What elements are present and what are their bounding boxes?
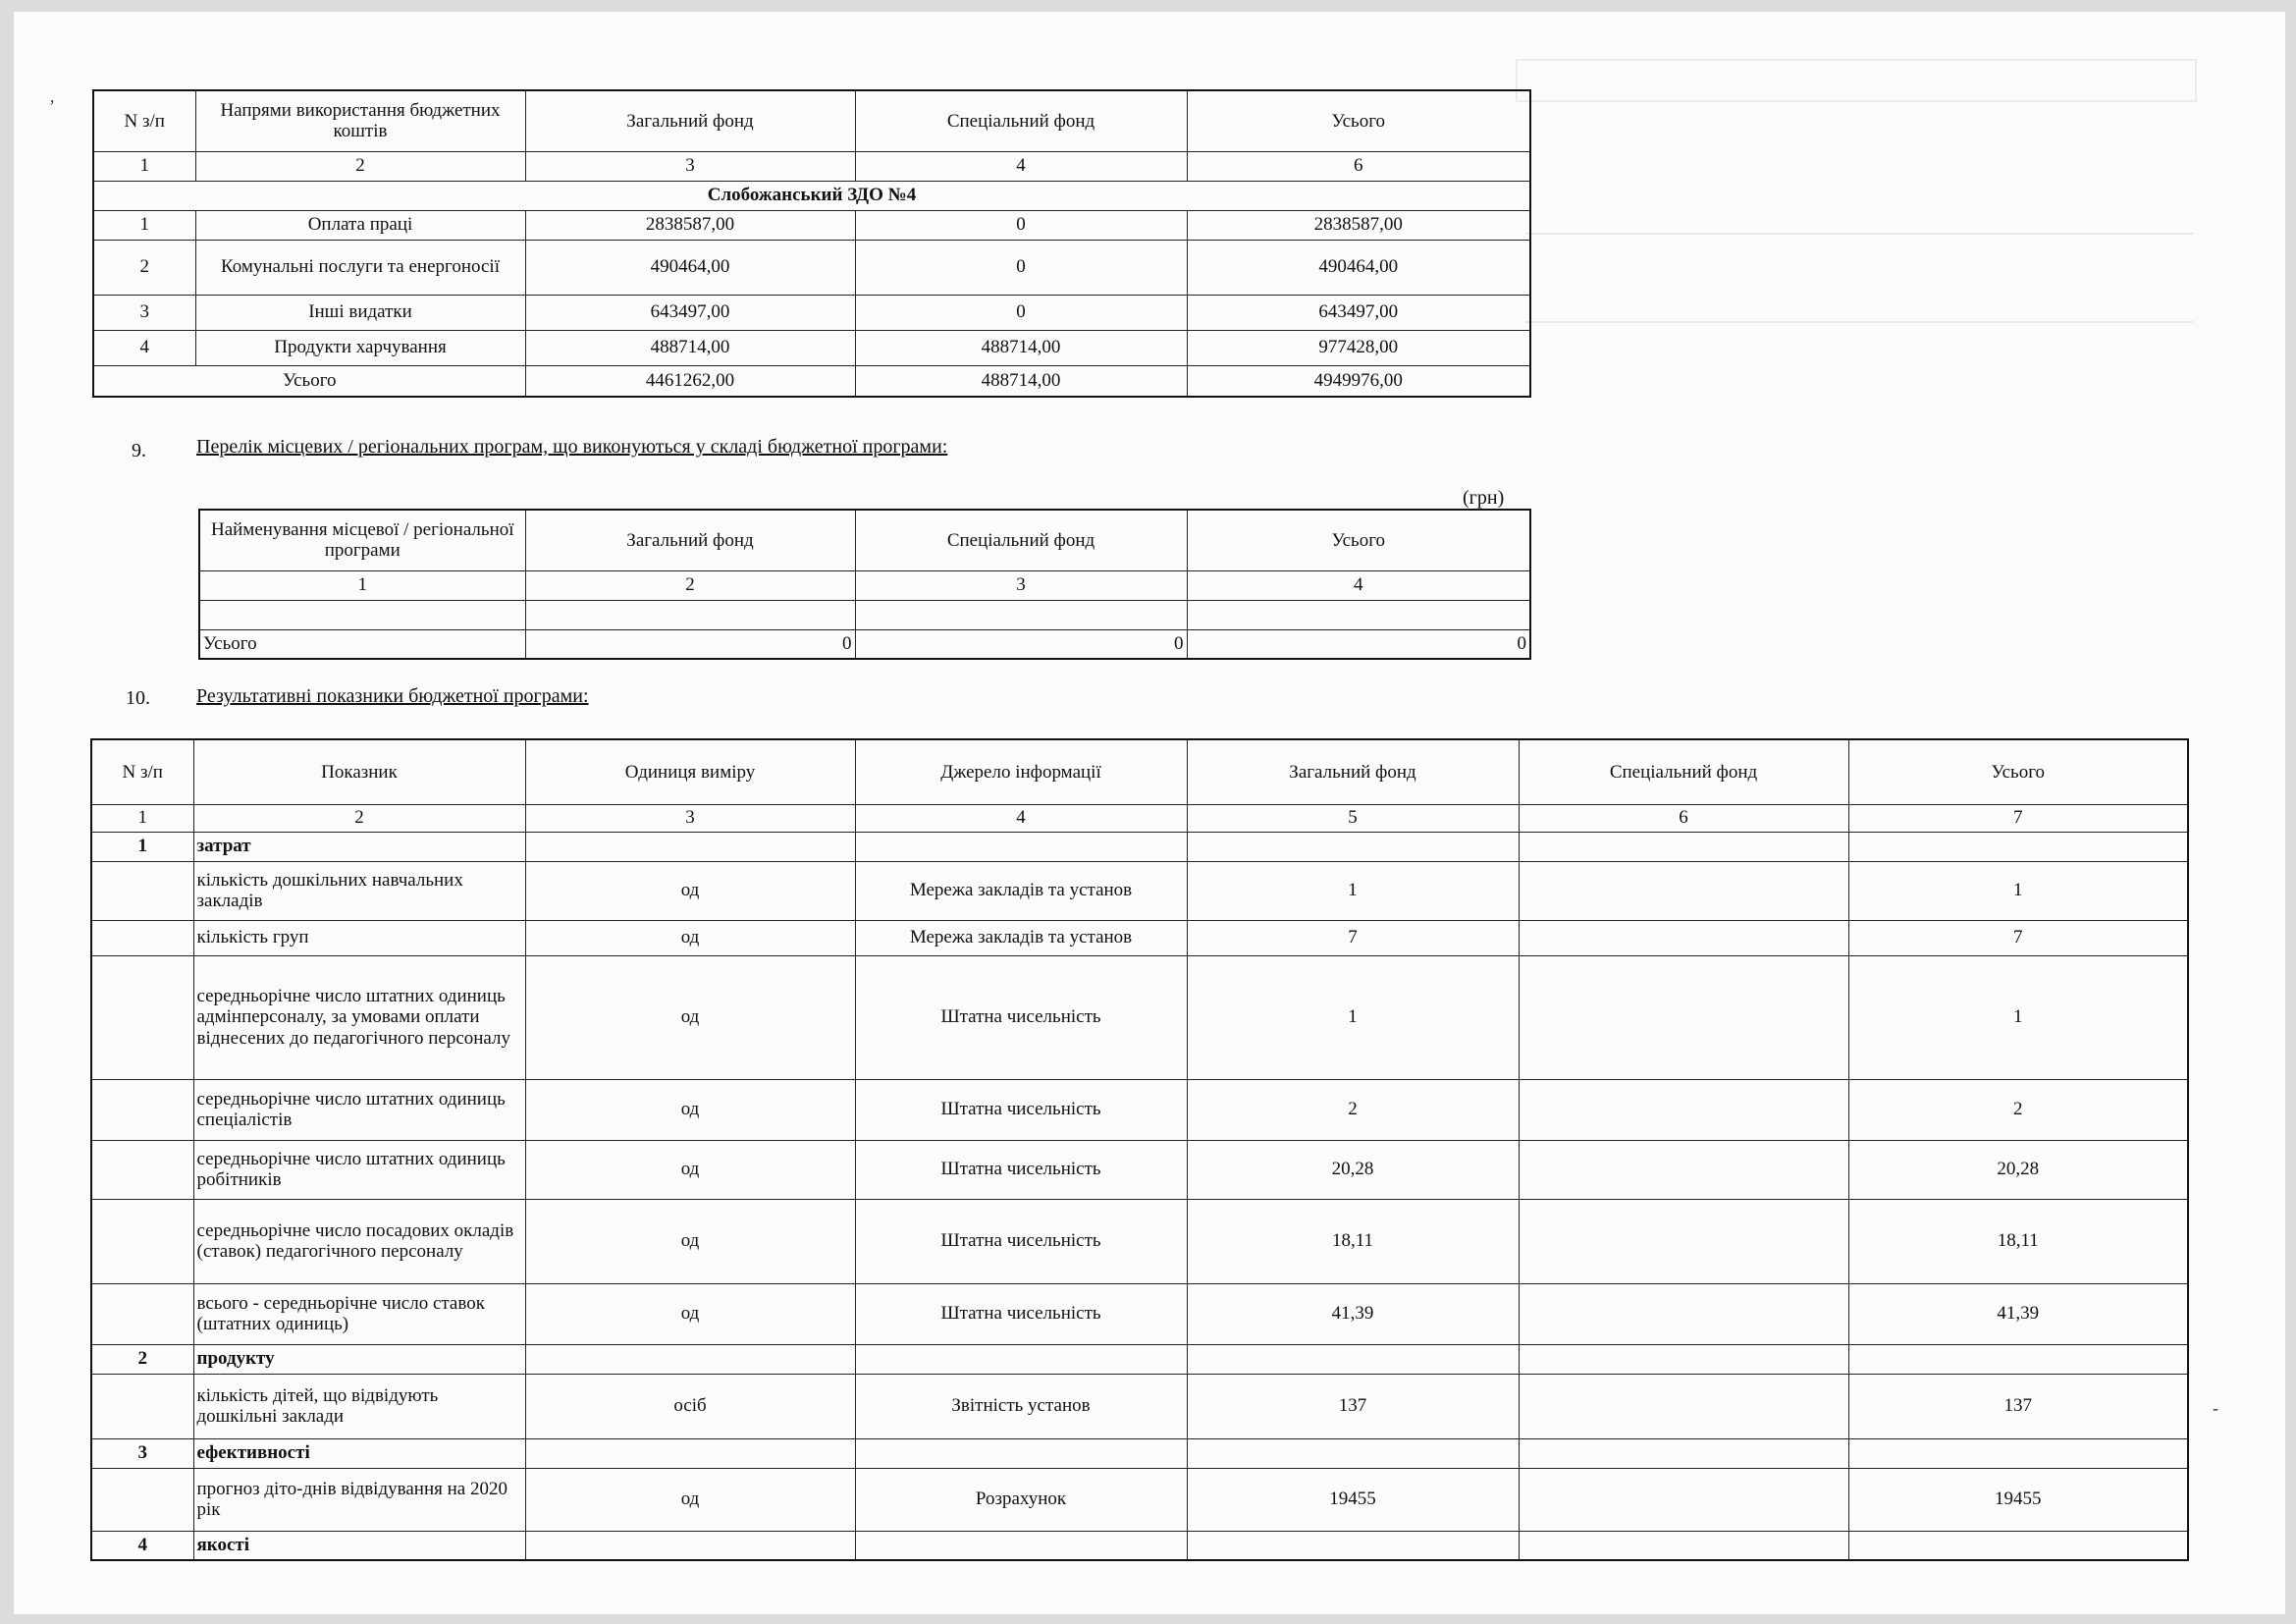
empty-cell — [855, 1438, 1187, 1468]
general-fund-value: 2 — [1187, 1079, 1519, 1140]
total-general-value: 0 — [525, 629, 855, 659]
total-total-value: 0 — [1187, 629, 1530, 659]
column-number: 4 — [855, 804, 1187, 832]
column-number: 3 — [525, 151, 855, 181]
indicator-name: прогноз дітo-днів відвідування на 2020 рік — [193, 1468, 525, 1531]
row-name: Комунальні послуги та енергоносії — [195, 240, 525, 295]
row-name: Інші видатки — [195, 295, 525, 330]
table-header-row — [93, 90, 1530, 151]
header-cell: Спеціальний фонд — [855, 90, 1187, 151]
indicator-unit: од — [525, 1468, 855, 1531]
indicator-group-row — [91, 1344, 2188, 1374]
total-value: 19455 — [1848, 1468, 2188, 1531]
row-number: 4 — [93, 330, 195, 365]
indicator-group-row — [91, 832, 2188, 861]
indicator-unit: осіб — [525, 1374, 855, 1438]
empty-cell — [525, 1438, 855, 1468]
total-label: Усього — [93, 365, 525, 397]
total-value: 2 — [1848, 1079, 2188, 1140]
empty-cell — [1848, 832, 2188, 861]
empty-cell — [91, 1468, 193, 1531]
header-cell: Спеціальний фонд — [855, 510, 1187, 570]
indicator-row — [91, 1374, 2188, 1438]
general-fund-value: 2838587,00 — [525, 210, 855, 240]
header-cell: Джерело інформації — [855, 739, 1187, 804]
total-value: 41,39 — [1848, 1283, 2188, 1344]
special-fund-value — [1519, 1079, 1848, 1140]
column-number: 1 — [199, 570, 525, 600]
empty-cell — [91, 1374, 193, 1438]
indicator-source: Штатна чисельність — [855, 1079, 1187, 1140]
empty-cell — [91, 1283, 193, 1344]
column-number: 1 — [91, 804, 193, 832]
table-row — [93, 240, 1530, 295]
header-cell: Найменування місцевої / регіональної програми — [199, 510, 525, 570]
header-cell: Усього — [1187, 510, 1530, 570]
empty-cell — [855, 832, 1187, 861]
empty-cell — [1187, 832, 1519, 861]
column-number: 2 — [195, 151, 525, 181]
special-fund-value: 0 — [855, 210, 1187, 240]
indicator-group-row — [91, 1531, 2188, 1560]
indicator-source: Штатна чисельність — [855, 1199, 1187, 1283]
empty-cell — [91, 1079, 193, 1140]
total-value: 643497,00 — [1187, 295, 1530, 330]
header-cell: Усього — [1848, 739, 2188, 804]
general-fund-value: 20,28 — [1187, 1140, 1519, 1199]
indicator-row — [91, 1079, 2188, 1140]
indicator-source: Мережа закладів та установ — [855, 861, 1187, 920]
empty-cell — [91, 861, 193, 920]
group-title: ефективності — [193, 1438, 525, 1468]
empty-cell — [1848, 1344, 2188, 1374]
indicator-source: Штатна чисельність — [855, 1283, 1187, 1344]
general-fund-value: 490464,00 — [525, 240, 855, 295]
indicator-row — [91, 1199, 2188, 1283]
column-number: 5 — [1187, 804, 1519, 832]
total-row — [199, 629, 1530, 659]
column-number: 4 — [1187, 570, 1530, 600]
general-fund-value: 41,39 — [1187, 1283, 1519, 1344]
empty-cell — [91, 1140, 193, 1199]
table-header-row — [199, 510, 1530, 570]
empty-cell — [525, 1531, 855, 1560]
empty-cell — [1848, 1531, 2188, 1560]
header-cell: Загальний фонд — [525, 510, 855, 570]
scan-mark: ’ — [49, 96, 55, 116]
bleed-through-mark — [1525, 233, 2193, 235]
general-fund-value: 1 — [1187, 861, 1519, 920]
empty-cell — [1519, 1438, 1848, 1468]
column-number: 6 — [1519, 804, 1848, 832]
indicator-unit: од — [525, 1199, 855, 1283]
indicator-name: кількість дітей, що відвідують дошкільні заклади — [193, 1374, 525, 1438]
table-row — [93, 295, 1530, 330]
header-cell: Усього — [1187, 90, 1530, 151]
indicator-unit: од — [525, 1140, 855, 1199]
total-value: 490464,00 — [1187, 240, 1530, 295]
header-cell: Показник — [193, 739, 525, 804]
empty-cell — [1519, 1344, 1848, 1374]
general-fund-value: 1 — [1187, 955, 1519, 1079]
empty-cell — [199, 600, 525, 629]
special-fund-value — [1519, 1140, 1848, 1199]
indicator-unit: од — [525, 1079, 855, 1140]
total-value: 977428,00 — [1187, 330, 1530, 365]
special-fund-value — [1519, 1468, 1848, 1531]
general-fund-value: 19455 — [1187, 1468, 1519, 1531]
indicator-row — [91, 861, 2188, 920]
header-cell: Загальний фонд — [525, 90, 855, 151]
special-fund-value — [1519, 920, 1848, 955]
total-row — [93, 365, 1530, 397]
group-number: 4 — [91, 1531, 193, 1560]
empty-cell — [1187, 600, 1530, 629]
column-number: 2 — [525, 570, 855, 600]
section-9-title: Перелік місцевих / регіональних програм, що виконуються у складі бюджетної програми: — [196, 436, 948, 458]
column-number: 3 — [525, 804, 855, 832]
total-value: 7 — [1848, 920, 2188, 955]
special-fund-value — [1519, 861, 1848, 920]
indicator-name: середньорічне число посадових окладів (ставок) педагогічного персоналу — [193, 1199, 525, 1283]
group-title: Слобожанський ЗДО №4 — [93, 181, 1530, 210]
group-title-row — [93, 181, 1530, 210]
header-cell: Одиниця виміру — [525, 739, 855, 804]
column-number-row — [91, 804, 2188, 832]
total-value: 1 — [1848, 861, 2188, 920]
total-value: 137 — [1848, 1374, 2188, 1438]
general-fund-value: 488714,00 — [525, 330, 855, 365]
group-title: затрат — [193, 832, 525, 861]
section-10-number: 10. — [126, 687, 150, 709]
header-cell: N з/п — [93, 90, 195, 151]
total-value: 1 — [1848, 955, 2188, 1079]
total-value: 2838587,00 — [1187, 210, 1530, 240]
group-title: продукту — [193, 1344, 525, 1374]
empty-cell — [91, 1199, 193, 1283]
column-number: 7 — [1848, 804, 2188, 832]
bleed-through-mark — [1516, 59, 2197, 102]
indicator-source: Звітність установ — [855, 1374, 1187, 1438]
column-number: 6 — [1187, 151, 1530, 181]
special-fund-value — [1519, 1199, 1848, 1283]
indicator-row — [91, 1283, 2188, 1344]
total-special-value: 488714,00 — [855, 365, 1187, 397]
general-fund-value: 643497,00 — [525, 295, 855, 330]
indicator-unit: од — [525, 1283, 855, 1344]
currency-unit-note: (грн) — [1463, 487, 1505, 509]
general-fund-value: 18,11 — [1187, 1199, 1519, 1283]
header-cell: Спеціальний фонд — [1519, 739, 1848, 804]
indicator-source: Розрахунок — [855, 1468, 1187, 1531]
special-fund-value: 0 — [855, 295, 1187, 330]
empty-cell — [1519, 832, 1848, 861]
total-special-value: 0 — [855, 629, 1187, 659]
scan-mark: - — [2213, 1398, 2218, 1418]
indicator-row — [91, 1140, 2188, 1199]
row-number: 1 — [93, 210, 195, 240]
indicator-name: середньорічне число штатних одиниць адмінперсоналу, за умовами оплати віднесених до педагогічного персоналу — [193, 955, 525, 1079]
total-label: Усього — [199, 629, 525, 659]
empty-cell — [855, 1531, 1187, 1560]
column-number: 2 — [193, 804, 525, 832]
performance-indicators-table — [90, 738, 2189, 1561]
table-header-row — [91, 739, 2188, 804]
indicator-row — [91, 1468, 2188, 1531]
indicator-unit: од — [525, 861, 855, 920]
column-number: 3 — [855, 570, 1187, 600]
indicator-name: кількість дошкільних навчальних закладів — [193, 861, 525, 920]
total-total-value: 4949976,00 — [1187, 365, 1530, 397]
group-title: якості — [193, 1531, 525, 1560]
column-number: 1 — [93, 151, 195, 181]
empty-cell — [525, 600, 855, 629]
empty-cell — [525, 1344, 855, 1374]
indicator-source: Штатна чисельність — [855, 1140, 1187, 1199]
indicator-name: середньорічне число штатних одиниць спеціалістів — [193, 1079, 525, 1140]
header-cell: Загальний фонд — [1187, 739, 1519, 804]
special-fund-value: 488714,00 — [855, 330, 1187, 365]
table-row — [93, 210, 1530, 240]
column-number: 4 — [855, 151, 1187, 181]
column-number-row — [199, 570, 1530, 600]
indicator-source: Мережа закладів та установ — [855, 920, 1187, 955]
empty-cell — [525, 832, 855, 861]
regional-programs-table — [198, 509, 1531, 660]
group-number: 3 — [91, 1438, 193, 1468]
total-general-value: 4461262,00 — [525, 365, 855, 397]
empty-cell — [1848, 1438, 2188, 1468]
indicator-row — [91, 955, 2188, 1079]
section-10-title: Результативні показники бюджетної програми: — [196, 685, 589, 707]
empty-row — [199, 600, 1530, 629]
empty-cell — [1187, 1344, 1519, 1374]
header-cell: N з/п — [91, 739, 193, 804]
indicator-name: всього - середньорічне число ставок (штатних одиниць) — [193, 1283, 525, 1344]
budget-directions-table — [92, 89, 1531, 398]
indicator-source: Штатна чисельність — [855, 955, 1187, 1079]
header-cell: Напрями використання бюджетних коштів — [195, 90, 525, 151]
special-fund-value: 0 — [855, 240, 1187, 295]
empty-cell — [1187, 1531, 1519, 1560]
table-row — [93, 330, 1530, 365]
document-page — [14, 12, 2285, 1614]
total-value: 18,11 — [1848, 1199, 2188, 1283]
bleed-through-mark — [1525, 321, 2193, 323]
row-number: 3 — [93, 295, 195, 330]
special-fund-value — [1519, 1283, 1848, 1344]
empty-cell — [1519, 1531, 1848, 1560]
total-value: 20,28 — [1848, 1140, 2188, 1199]
group-number: 1 — [91, 832, 193, 861]
indicator-row — [91, 920, 2188, 955]
special-fund-value — [1519, 1374, 1848, 1438]
indicator-unit: од — [525, 955, 855, 1079]
general-fund-value: 7 — [1187, 920, 1519, 955]
empty-cell — [91, 955, 193, 1079]
empty-cell — [855, 1344, 1187, 1374]
indicator-name: кількість груп — [193, 920, 525, 955]
general-fund-value: 137 — [1187, 1374, 1519, 1438]
empty-cell — [855, 600, 1187, 629]
section-9-number: 9. — [132, 440, 146, 461]
empty-cell — [91, 920, 193, 955]
indicator-name: середньорічне число штатних одиниць робітників — [193, 1140, 525, 1199]
row-number: 2 — [93, 240, 195, 295]
column-number-row — [93, 151, 1530, 181]
row-name: Оплата праці — [195, 210, 525, 240]
row-name: Продукти харчування — [195, 330, 525, 365]
indicator-group-row — [91, 1438, 2188, 1468]
group-number: 2 — [91, 1344, 193, 1374]
indicator-unit: од — [525, 920, 855, 955]
empty-cell — [1187, 1438, 1519, 1468]
special-fund-value — [1519, 955, 1848, 1079]
